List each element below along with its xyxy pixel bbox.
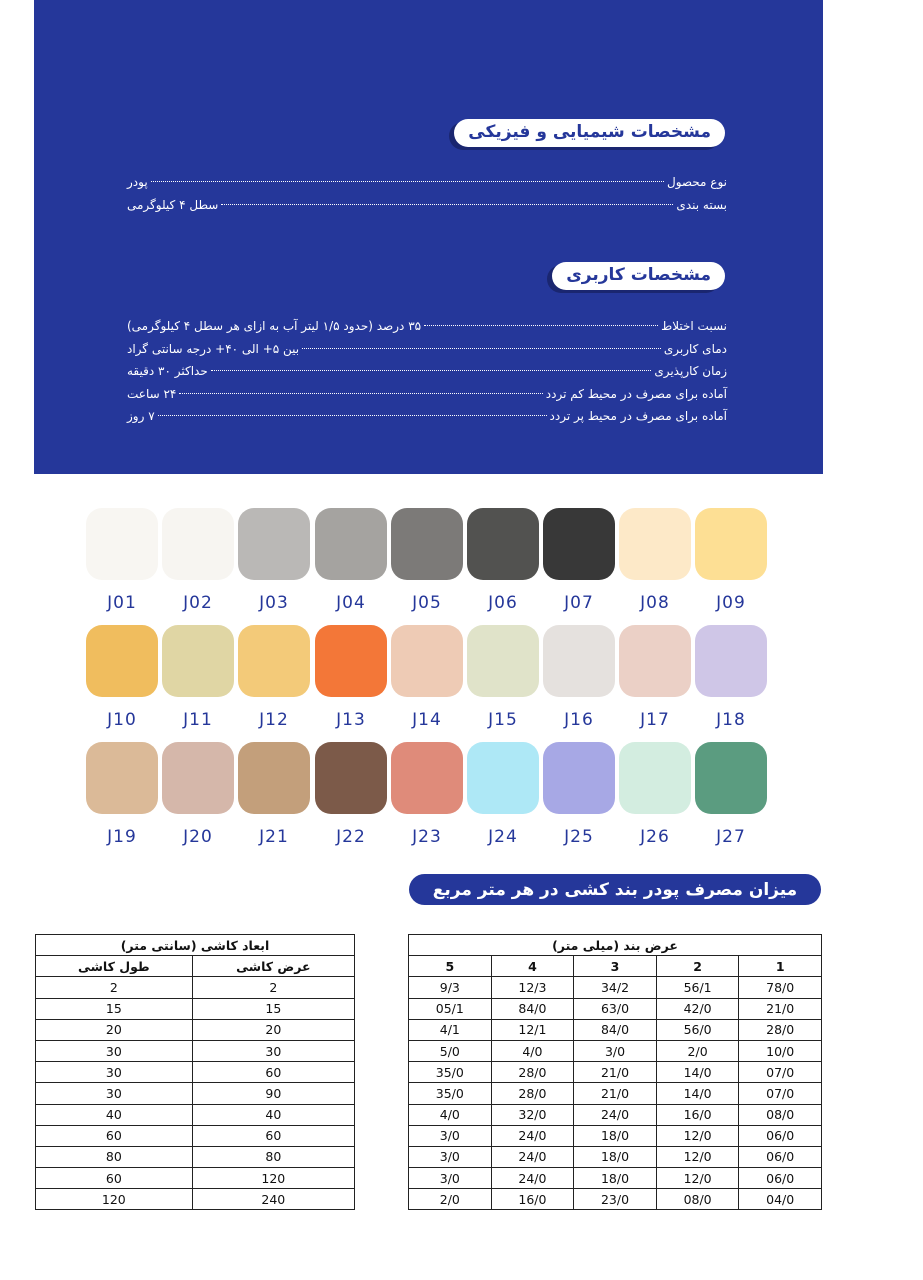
swatch-code: J15 (488, 710, 518, 730)
swatch-code: J11 (183, 710, 213, 730)
tile-dimensions-table (35, 934, 355, 1210)
table-cell: 08/0 (739, 1104, 822, 1125)
table-cell: 06/0 (739, 1168, 822, 1189)
swatch-j21 (238, 742, 310, 847)
swatch-code: J21 (259, 827, 289, 847)
swatch-color (162, 625, 234, 697)
table-cell: 60 (192, 1062, 354, 1083)
swatch-j14 (391, 625, 463, 730)
swatch-code: J03 (259, 593, 289, 613)
dot-leader (302, 348, 661, 349)
joint-table-header: عرض بند (میلی متر) (409, 935, 822, 956)
swatch-j04 (315, 508, 387, 613)
table-cell: 34/2 (574, 977, 657, 998)
table-cell: 05/1 (409, 998, 492, 1019)
spec-label: نسبت اختلاط (661, 319, 727, 333)
table-cell: 18/0 (574, 1125, 657, 1146)
spec-label: آماده برای مصرف در محیط پر تردد (549, 409, 727, 423)
swatch-j12 (238, 625, 310, 730)
swatch-j03 (238, 508, 310, 613)
table-row (409, 1146, 822, 1167)
swatch-j22 (315, 742, 387, 847)
table-cell: 60 (36, 1168, 193, 1189)
table-cell: 80 (192, 1146, 354, 1167)
swatch-j25 (543, 742, 615, 847)
table-row (36, 1019, 355, 1040)
swatch-j26 (619, 742, 691, 847)
table-cell: 28/0 (491, 1083, 574, 1104)
swatch-color (543, 742, 615, 814)
table-cell: 60 (36, 1125, 193, 1146)
table-cell: 80 (36, 1146, 193, 1167)
swatch-j07 (543, 508, 615, 613)
swatch-color (467, 625, 539, 697)
table-cell: 3/0 (409, 1168, 492, 1189)
swatch-j19 (86, 742, 158, 847)
dot-leader (179, 393, 542, 394)
swatch-color (391, 508, 463, 580)
swatch-color (238, 742, 310, 814)
table-cell: 2/0 (656, 1040, 739, 1061)
table-cell: 40 (36, 1104, 193, 1125)
swatch-color (391, 625, 463, 697)
table-cell: 14/0 (656, 1062, 739, 1083)
table-row (36, 1146, 355, 1167)
spec-value: حداکثر ۳۰ دقیقه (127, 364, 208, 378)
spec-row (127, 360, 727, 383)
table-cell: 3/0 (574, 1040, 657, 1061)
table-cell: 20 (192, 1019, 354, 1040)
swatch-j11 (162, 625, 234, 730)
swatch-color (695, 625, 767, 697)
spec-row (127, 405, 727, 428)
table-cell: 3/0 (409, 1146, 492, 1167)
table-cell: 04/0 (739, 1189, 822, 1210)
swatch-j02 (162, 508, 234, 613)
spec-value: پودر (127, 175, 148, 189)
spec-label: دمای کاربری (663, 341, 727, 356)
dot-leader (211, 370, 652, 371)
swatch-color (543, 508, 615, 580)
spec-row (127, 171, 727, 194)
spec-value: ۲۴ ساعت (127, 386, 177, 401)
table-cell: 90 (192, 1083, 354, 1104)
swatch-code: J27 (716, 827, 746, 847)
spec-value: سطل ۴ کیلوگرمی (127, 197, 219, 212)
table-cell: 21/0 (574, 1062, 657, 1083)
swatch-code: J08 (640, 593, 670, 613)
joint-width-column: 5 (409, 956, 492, 977)
swatch-code: J25 (564, 827, 594, 847)
swatch-code: J14 (412, 710, 442, 730)
table-cell: 5/0 (409, 1040, 492, 1061)
table-cell: 16/0 (491, 1189, 574, 1210)
table-cell: 15 (192, 998, 354, 1019)
swatch-code: J04 (336, 593, 366, 613)
swatch-color (315, 625, 387, 697)
swatch-code: J24 (488, 827, 518, 847)
table-row (409, 977, 822, 998)
table-cell: 56/1 (656, 977, 739, 998)
table-cell: 2 (192, 977, 354, 998)
table-cell: 32/0 (491, 1104, 574, 1125)
table-cell: 15 (36, 998, 193, 1019)
table-cell: 35/0 (409, 1083, 492, 1104)
consumption-title: میزان مصرف پودر بند کشی در هر متر مربع (409, 874, 821, 905)
spec-label: آماده برای مصرف در محیط کم تردد (545, 386, 727, 401)
swatch-code: J16 (564, 710, 594, 730)
table-cell: 12/3 (491, 977, 574, 998)
swatch-code: J13 (336, 710, 366, 730)
swatch-j10 (86, 625, 158, 730)
swatch-color (315, 508, 387, 580)
spec-row (127, 194, 727, 217)
tile-width-header: عرض کاشی (192, 956, 354, 977)
table-cell: 16/0 (656, 1104, 739, 1125)
table-cell: 24/0 (491, 1146, 574, 1167)
swatch-j05 (391, 508, 463, 613)
swatch-color (238, 625, 310, 697)
chemical-physical-specs (127, 171, 727, 216)
swatch-j06 (467, 508, 539, 613)
swatch-j23 (391, 742, 463, 847)
spec-value: ۳۵ درصد (حدود ۱/۵ لیتر آب به ازای هر سطل ۴ کیلوگرمی) (127, 319, 422, 333)
table-row (409, 1040, 822, 1061)
swatch-code: J18 (716, 710, 746, 730)
table-cell: 30 (36, 1083, 193, 1104)
swatch-code: J07 (564, 593, 594, 613)
dot-leader (158, 415, 547, 416)
table-cell: 4/0 (491, 1040, 574, 1061)
table-cell: 40 (192, 1104, 354, 1125)
tile-table-header: ابعاد کاشی (سانتی متر) (36, 935, 355, 956)
spec-value: ۷ روز (127, 409, 155, 423)
swatch-code: J09 (716, 593, 746, 613)
swatch-color (619, 625, 691, 697)
joint-width-column: 2 (656, 956, 739, 977)
joint-width-column: 1 (739, 956, 822, 977)
table-row (36, 1040, 355, 1061)
swatch-j27 (695, 742, 767, 847)
joint-width-column: 4 (491, 956, 574, 977)
swatch-code: J12 (259, 710, 289, 730)
swatch-color (86, 508, 158, 580)
swatch-color (162, 508, 234, 580)
table-row (36, 1104, 355, 1125)
swatch-color (543, 625, 615, 697)
table-cell: 18/0 (574, 1168, 657, 1189)
swatch-color (695, 508, 767, 580)
swatch-color (391, 742, 463, 814)
table-row (409, 998, 822, 1019)
table-cell: 12/1 (491, 1019, 574, 1040)
table-cell: 84/0 (574, 1019, 657, 1040)
table-cell: 08/0 (656, 1189, 739, 1210)
table-cell: 240 (192, 1189, 354, 1210)
table-row (409, 1104, 822, 1125)
swatch-j17 (619, 625, 691, 730)
table-cell: 120 (192, 1168, 354, 1189)
table-cell: 10/0 (739, 1040, 822, 1061)
swatch-j16 (543, 625, 615, 730)
table-cell: 60 (192, 1125, 354, 1146)
table-cell: 20 (36, 1019, 193, 1040)
table-row (36, 1083, 355, 1104)
table-cell: 4/0 (409, 1104, 492, 1125)
swatch-code: J06 (488, 593, 518, 613)
swatch-code: J19 (107, 827, 137, 847)
table-row (36, 1125, 355, 1146)
table-cell: 28/0 (491, 1062, 574, 1083)
spec-label: زمان کارپذیری (654, 364, 727, 378)
table-cell: 78/0 (739, 977, 822, 998)
spec-value: بین ۵+ الی ۴۰+ درجه سانتی گراد (127, 341, 300, 356)
swatch-code: J22 (336, 827, 366, 847)
table-cell: 3/0 (409, 1125, 492, 1146)
table-cell: 63/0 (574, 998, 657, 1019)
swatch-code: J02 (183, 593, 213, 613)
table-row (36, 998, 355, 1019)
table-cell: 12/0 (656, 1146, 739, 1167)
table-cell: 84/0 (491, 998, 574, 1019)
swatch-color (619, 742, 691, 814)
table-cell: 42/0 (656, 998, 739, 1019)
spec-row (127, 315, 727, 338)
swatch-color (238, 508, 310, 580)
table-row (36, 1189, 355, 1210)
chemical-physical-title: مشخصات شیمیایی و فیزیکی (454, 119, 725, 147)
table-cell: 14/0 (656, 1083, 739, 1104)
table-cell: 24/0 (574, 1104, 657, 1125)
table-row (36, 1062, 355, 1083)
spec-row (127, 338, 727, 361)
table-cell: 23/0 (574, 1189, 657, 1210)
swatch-j24 (467, 742, 539, 847)
usage-specs (127, 315, 727, 428)
table-cell: 12/0 (656, 1125, 739, 1146)
swatch-j09 (695, 508, 767, 613)
table-cell: 06/0 (739, 1146, 822, 1167)
table-cell: 06/0 (739, 1125, 822, 1146)
dot-leader (221, 204, 673, 205)
swatch-color (695, 742, 767, 814)
swatch-j20 (162, 742, 234, 847)
swatch-color (162, 742, 234, 814)
table-cell: 2 (36, 977, 193, 998)
swatch-code: J20 (183, 827, 213, 847)
table-row (409, 1062, 822, 1083)
table-cell: 2/0 (409, 1189, 492, 1210)
swatch-color (467, 742, 539, 814)
table-cell: 30 (36, 1040, 193, 1061)
swatch-j01 (86, 508, 158, 613)
swatch-code: J10 (107, 710, 137, 730)
swatch-color (619, 508, 691, 580)
table-cell: 9/3 (409, 977, 492, 998)
usage-specs-title: مشخصات کاربری (552, 262, 725, 290)
swatch-j18 (695, 625, 767, 730)
table-cell: 07/0 (739, 1062, 822, 1083)
table-cell: 24/0 (491, 1125, 574, 1146)
swatch-color (86, 742, 158, 814)
table-row (409, 1019, 822, 1040)
swatch-code: J01 (107, 593, 137, 613)
swatch-color (86, 625, 158, 697)
table-cell: 21/0 (574, 1083, 657, 1104)
joint-consumption-table (408, 934, 822, 1210)
table-cell: 24/0 (491, 1168, 574, 1189)
swatch-j15 (467, 625, 539, 730)
dot-leader (424, 325, 658, 326)
table-cell: 120 (36, 1189, 193, 1210)
joint-width-column: 3 (574, 956, 657, 977)
swatch-code: J23 (412, 827, 442, 847)
spec-row (127, 383, 727, 406)
table-cell: 07/0 (739, 1083, 822, 1104)
spec-label: نوع محصول (666, 175, 727, 189)
table-cell: 28/0 (739, 1019, 822, 1040)
table-row (36, 977, 355, 998)
table-cell: 30 (36, 1062, 193, 1083)
table-cell: 18/0 (574, 1146, 657, 1167)
swatch-j08 (619, 508, 691, 613)
table-cell: 21/0 (739, 998, 822, 1019)
spec-label: بسته بندی (676, 197, 727, 212)
dot-leader (151, 181, 664, 182)
swatch-color (315, 742, 387, 814)
table-row (409, 1125, 822, 1146)
swatch-j13 (315, 625, 387, 730)
table-cell: 12/0 (656, 1168, 739, 1189)
table-cell: 4/1 (409, 1019, 492, 1040)
table-row (409, 1168, 822, 1189)
table-cell: 30 (192, 1040, 354, 1061)
table-row (409, 1189, 822, 1210)
swatch-code: J26 (640, 827, 670, 847)
table-row (409, 1083, 822, 1104)
swatch-code: J05 (412, 593, 442, 613)
table-cell: 56/0 (656, 1019, 739, 1040)
swatch-color (467, 508, 539, 580)
table-cell: 35/0 (409, 1062, 492, 1083)
table-row (36, 1168, 355, 1189)
tile-length-header: طول کاشی (36, 956, 193, 977)
swatch-code: J17 (640, 710, 670, 730)
